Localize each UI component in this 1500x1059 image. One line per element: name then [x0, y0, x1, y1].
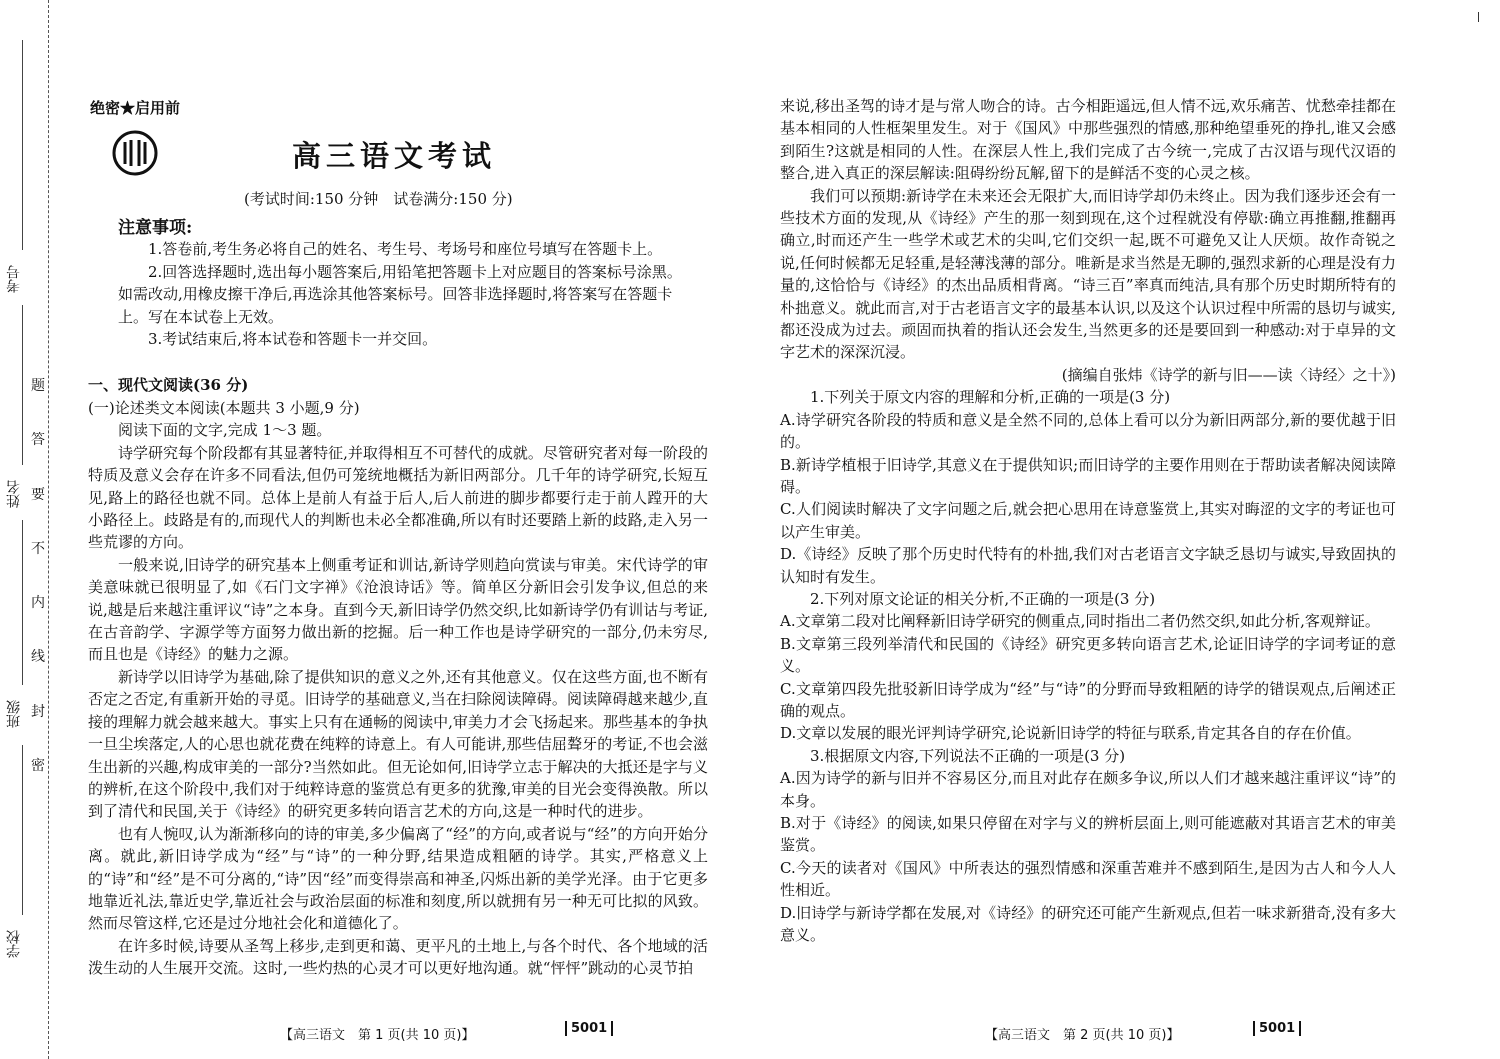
question-option: B.文章第三段列举清代和民国的《诗经》研究更多转向语言艺术,论证旧诗学的字词考证的意义。 — [780, 634, 1396, 676]
seal-char: 答 — [31, 432, 45, 449]
passage-paragraph: 我们可以预期:新诗学在未来还会无限扩大,而旧诗学却仍未终止。因为我们逐步还会有一些技术方面的发现,从《诗经》产生的那一刻到现在,这个过程就没有停歇:确立再推翻,推翻再确立,时而还产生一些学术或艺术的尖叫,它们交织一起,既不可避免又让人厌烦。故作奇锐之说,任何时候都无足轻重,是轻薄浅薄的部分。唯新是求当然是无聊的,强烈求新的心理是没有力量的,这恰恰与《诗经》的杰出品质相背离。“诗三百”率真而纯洁,具有那个历史时期所特有的朴拙意义。就此而言,对于古老语言文字的最基本认识,以及这个认识过程中所需的恳切与诚实,都还没成为过去。顽固而执着的指认还会发生,当然更多的还是要回到一种感动:对于卓异的文字艺术的深深沉浸。 — [780, 186, 1396, 362]
binding-label-class: 班级 — [6, 700, 22, 728]
page-footer: 【高三语文 第 2 页(共 10 页)】 — [985, 1028, 1180, 1043]
passage-paragraph: 也有人惋叹,认为渐渐移向的诗的审美,多少偏离了“经”的方向,或者说与“经”的方向开始分离。就此,新旧诗学成为“经”与“诗”的一种分野,结果造成粗陋的诗学。其实,严格意义上的“诗”和“经”是不可分离的,“诗”因“经”而变得崇高和神圣,闪烁出新的美学光泽。由于它更多地靠近礼法,靠近史学,靠近社会与政治层面的标准和刻度,所以就拥有另一种无可比拟的风致。然而尽管这样,它还是过分地社会化和道德化了。 — [88, 824, 708, 933]
secret-mark: 绝密★启用前 — [90, 99, 181, 117]
fill-line-class — [22, 520, 23, 685]
question-option: D.文章以发展的眼光评判诗学研究,论说新旧诗学的特征与联系,肯定其各自的存在价值。 — [780, 724, 1361, 743]
question-option: D.《诗经》反映了那个历史时代特有的朴拙,我们对古老语言文字缺乏恳切与诚实,导致固执的认知时有发生。 — [780, 545, 1396, 586]
right-page — [775, 0, 1400, 1059]
passage-source: (摘编自张炜《诗学的新与旧——读〈诗经〉之十》) — [1061, 365, 1396, 384]
seal-char: 线 — [31, 649, 45, 666]
exam-logo-icon — [112, 130, 158, 176]
question-option: A.文章第二段对比阐释新旧诗学研究的侧重点,同时指出二者仍然交织,如此分析,客观辩证。 — [780, 612, 1380, 631]
notice-item: 1.答卷前,考生务必将自己的姓名、考生号、考场号和座位号填写在答题卡上。 — [148, 240, 663, 258]
seal-char: 封 — [31, 703, 45, 720]
passage-paragraph: 在许多时候,诗要从圣驾上移步,走到更和蔼、更平凡的土地上,与各个时代、各个地域的活泼生动的人生展开交流。这时,一些灼热的心灵才可以更好地沟通。就“怦怦”跳动的心灵节拍 — [88, 936, 708, 978]
fill-line-exam-number — [22, 40, 23, 250]
seal-char: 内 — [31, 595, 45, 612]
question-stem: 3.根据原文内容,下列说法不正确的一项是(3 分) — [810, 746, 1126, 765]
passage-paragraph: 新诗学以旧诗学为基础,除了提供知识的意义之外,还有其他意义。仅在这些方面,也不断有否定之否定,有重新开始的寻觅。旧诗学的基础意义,当在扫除阅读障碍。阅读障碍越来越少,直接的理解力就会越来越大。事实上只有在通畅的阅读中,审美力才会飞扬起来。那些基本的争执一旦尘埃落定,人的心思也就花费在纯粹的诗意上。有人可能讲,那些佶屈聱牙的考证,不也会滋生出新的兴趣,构成审美的一部分?当然如此。但无论如何,旧诗学立志于解决的大抵还是字与义的辨析,在这个阶段中,我们对于纯粹诗意的鉴赏总有更多的犹豫,审美的目光会变得涣散。所以到了清代和民国,关于《诗经》的研究更多转向语言艺术的方向,这是一种时代的进步。 — [88, 667, 708, 821]
question-option: C.文章第四段先批驳新旧诗学成为“经”与“诗”的分野而导致粗陋的诗学的错误观点,后阐述正确的观点。 — [780, 679, 1396, 720]
binding-label-name: 姓名 — [6, 480, 22, 508]
question-option: C.人们阅读时解决了文字问题之后,就会把心思用在诗意鉴赏上,其实对晦涩的文字的考证也可以产生审美。 — [780, 500, 1396, 541]
question-option: A.因为诗学的新与旧并不容易区分,而且对此存在颇多争议,所以人们才越来越注重评议“诗”的本身。 — [780, 769, 1396, 810]
question-option: D.旧诗学与新诗学都在发展,对《诗经》的研究还可能产生新观点,但若一味求新猎奇,没有多大意义。 — [780, 903, 1396, 945]
reading-passage-part1 — [88, 397, 708, 980]
notice-heading: 注意事项: — [118, 218, 193, 238]
paper-code: 5001 — [565, 1021, 613, 1036]
passage-paragraph: 来说,移出圣驾的诗才是与常人吻合的诗。古今相距遥远,但人情不远,欢乐痛苦、忧愁牵挂都在基本相同的人性框架里发生。对于《国风》中那些强烈的情感,那种绝望垂死的挣扎,谁又会感到陌生?这就是相同的人性。在深层人性上,我们完成了古今统一,完成了古汉语与现代汉语的整合,进入真正的深层解读:阻碍纷纷瓦解,留下的是鲜活不变的心灵之核。 — [780, 97, 1396, 183]
question-stem: 1.下列关于原文内容的理解和分析,正确的一项是(3 分) — [810, 388, 1171, 407]
seal-dashed-line — [48, 0, 49, 1059]
question-option: A.诗学研究各阶段的特质和意义是全然不同的,总体上看可以分为新旧两部分,新的要优越于旧的。 — [780, 410, 1396, 452]
question-option: B.新诗学植根于旧诗学,其意义在于提供知识;而旧诗学的主要作用则在于帮助读者解决阅读障碍。 — [780, 455, 1396, 496]
seal-char: 密 — [31, 757, 45, 774]
exam-info: (考试时间:150 分钟 试卷满分:150 分) — [244, 190, 513, 208]
question-option: B.对于《诗经》的阅读,如果只停留在对字与义的辨析层面上,则可能遮蔽对其语言艺术的审美鉴赏。 — [780, 814, 1396, 855]
notice-list — [118, 238, 688, 351]
question-option: C.今天的读者对《国风》中所表达的强烈情感和深重苦难并不感到陌生,是因为古人和今人人性相近。 — [780, 858, 1396, 900]
subsection-heading: (一)论述类文本阅读(本题共 3 小题,9 分) — [88, 399, 360, 417]
left-page — [80, 0, 720, 1059]
question-stem: 2.下列对原文论证的相关分析,不正确的一项是(3 分) — [810, 589, 1156, 608]
passage-paragraph: 诗学研究每个阶段都有其显著特征,并取得相互不可替代的成就。尽管研究者对每一阶段的特质及意义会存在许多不同看法,但仍可笼统地概括为新旧两部分。几千年的诗学研究,长短互见,路上的路径也就不同。总体上是前人有益于后人,后人前进的脚步都要行走于前人蹚开的大小路径上。歧路是有的,而现代人的判断也未必全都准确,所以有时还要踏上新的歧路,走入另一些荒谬的方向。 — [88, 443, 708, 552]
binding-label-exam-number: 考号 — [6, 265, 22, 293]
seal-char: 不 — [31, 540, 45, 557]
fill-line-school — [22, 745, 23, 915]
fill-line-name — [22, 305, 23, 465]
notice-item: 2.回答选择题时,选出每小题答案后,用铅笔把答题卡上对应题目的答案标号涂黑。如需改动,用橡皮擦干净后,再选涂其他答案标号。回答非选择题时,将答案写在答题卡上。写在本试卷上无效。 — [118, 262, 682, 326]
seal-char: 题 — [31, 378, 45, 394]
page-footer: 【高三语文 第 1 页(共 10 页)】 — [280, 1028, 475, 1043]
passage-paragraph: 一般来说,旧诗学的研究基本上侧重考证和训诂,新诗学则趋向赏读与审美。宋代诗学的审美意味就已很明显了,如《石门文字禅》《沧浪诗话》等。简单区分新旧会引发争议,但总的来说,越是后来越注重评议“诗”之本身。直到今天,新旧诗学仍然交织,比如新诗学仍有训诂与考证,在古音韵学、字源学等方面努力做出新的挖掘。后一种工作也是诗学研究的一部分,仍未穷尽,而且也是《诗经》的魅力之源。 — [88, 555, 708, 664]
seal-warning-column — [28, 375, 48, 775]
section-heading: 一、现代文阅读(36 分) — [88, 376, 249, 394]
exam-title: 高三语文考试 — [292, 139, 497, 173]
instruction: 阅读下面的文字,完成 1～3 题。 — [118, 421, 332, 440]
reading-passage-part2 — [780, 95, 1396, 946]
paper-code: 5001 — [1253, 1021, 1301, 1036]
notice-item: 3.考试结束后,将本试卷和答题卡一并交回。 — [148, 330, 438, 348]
corner-tick — [1478, 12, 1479, 22]
binding-strip — [0, 0, 62, 1059]
seal-char: 要 — [31, 486, 45, 503]
binding-label-school: 学校 — [6, 930, 22, 958]
